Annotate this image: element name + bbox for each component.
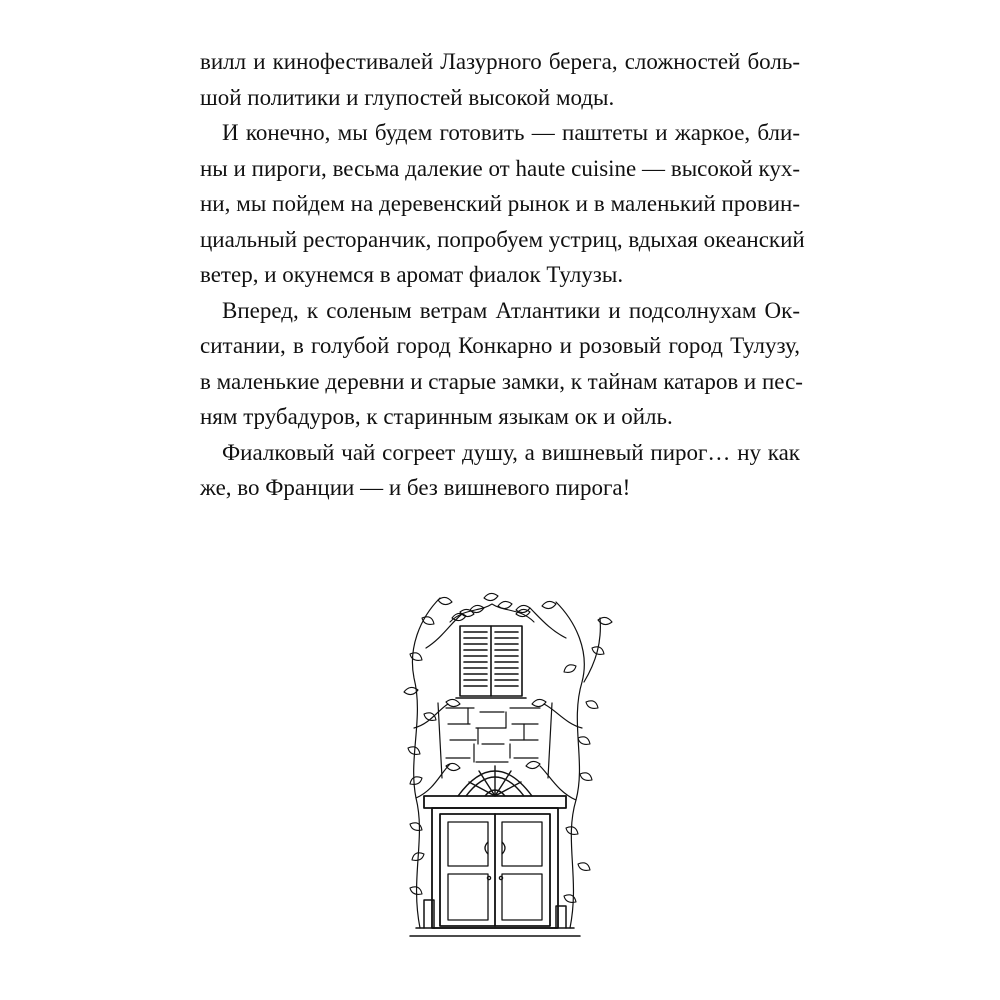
text-line: ситании, в голубой город Конкарно и розовый город Тулузу, bbox=[200, 333, 800, 358]
text-line: ни, мы пойдем на деревенский рынок и в маленький провин- bbox=[200, 191, 800, 216]
text-line: шой политики и глупостей высокой моды. bbox=[200, 84, 615, 110]
paragraph-4 bbox=[200, 435, 800, 506]
body-text bbox=[200, 44, 805, 506]
text-line: И конечно, мы будем готовить — паштеты и жаркое, бли- bbox=[222, 120, 800, 145]
vine-covered-doorway-icon bbox=[380, 578, 620, 948]
text-line: ны и пироги, весьма далекие от haute cuisine — высокой кух- bbox=[200, 155, 800, 181]
text-line: ветер, и окунемся в аромат фиалок Тулузы. bbox=[200, 262, 624, 287]
text-line: же, во Франции — и без вишневого пирога! bbox=[200, 475, 631, 500]
text-line: ням трубадуров, к старинным языкам ок и ойль. bbox=[200, 404, 673, 429]
text-line: Фиалковый чай согреет душу, а вишневый пирог… ну как bbox=[222, 439, 800, 465]
paragraph-3 bbox=[200, 293, 803, 435]
doorway-illustration bbox=[380, 578, 620, 948]
text-line: в маленькие деревни и старые замки, к тайнам катаров и пес- bbox=[200, 368, 803, 394]
text-line: циальный ресторанчик, попробуем устриц, вдыхая океанский bbox=[200, 226, 805, 252]
text-line: Вперед, к соленым ветрам Атлантики и подсолнухам Ок- bbox=[222, 297, 800, 323]
paragraph-2 bbox=[200, 115, 805, 293]
text-line: вилл и кинофестивалей Лазурного берега, сложностей боль- bbox=[200, 49, 800, 74]
paragraph-1 bbox=[200, 44, 800, 115]
